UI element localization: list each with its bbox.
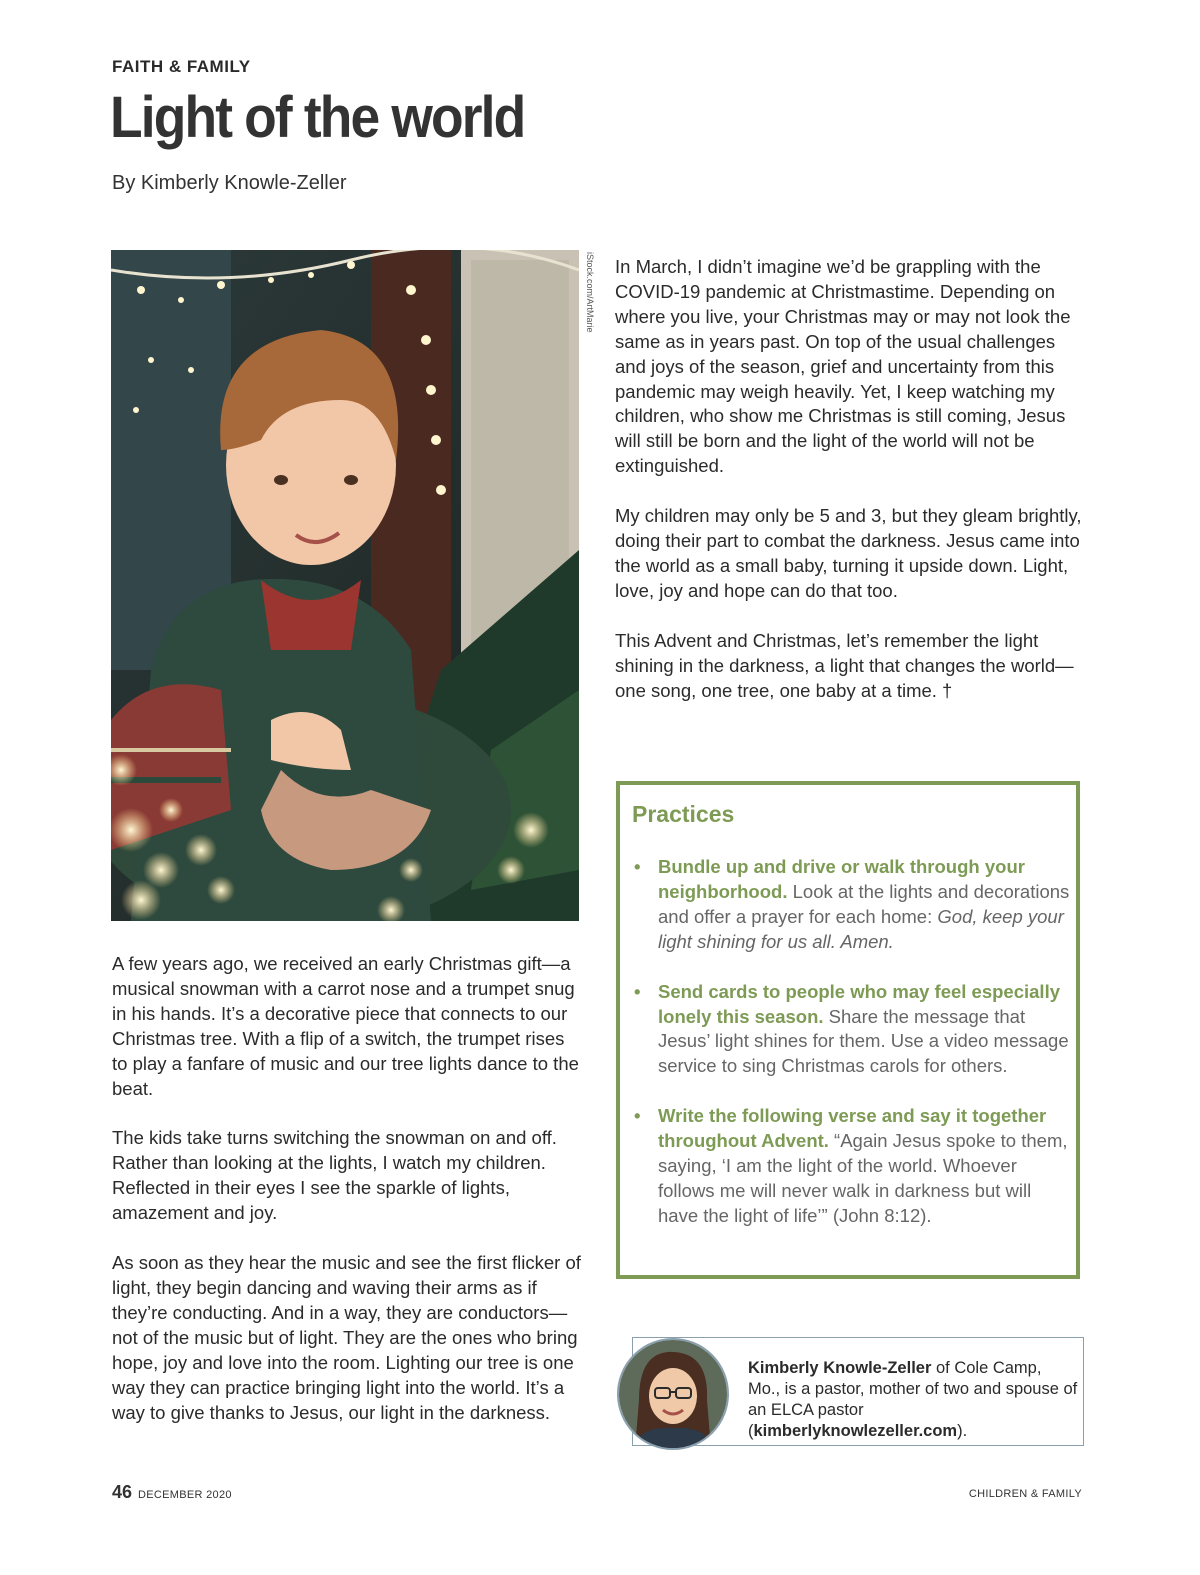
left-column [112, 952, 582, 1450]
practice-text: Share the message that Jesus’ light shines for them. Use a video message service to sing Christmas carols for others. [658, 1005, 1069, 1077]
right-column [615, 255, 1090, 729]
photo-credit: iStock.com/ArtMarie [585, 252, 595, 333]
practices-heading: Practices [632, 801, 735, 827]
issue-date: DECEMBER 2020 [138, 1489, 232, 1501]
byline: By Kimberly Knowle-Zeller [112, 172, 347, 194]
practice-text: Look at the lights and decorations and offer a prayer for each home: [658, 880, 1070, 927]
bio-text: of Cole Camp, Mo., is a pastor, mother of two and spouse of an ELCA pastor ( [748, 1359, 1078, 1440]
bullet-icon: • [634, 856, 641, 877]
author-bio [748, 1358, 1078, 1442]
practice-text: “Again Jesus spoke to them, saying, ‘I am the light of the world. Whoever follows me will never walk in darkness but will have the light of life’” (John 8:12). [658, 1130, 1068, 1226]
author-portrait [619, 1340, 727, 1448]
practice-prayer: God, keep your light shining for us all. Amen. [658, 905, 1064, 952]
footer-section: CHILDREN & FAMILY [968, 1488, 1082, 1500]
author-website: kimberlyknowlezeller.com [753, 1422, 958, 1440]
bullet-icon: • [634, 1105, 641, 1127]
bio-end: ). [957, 1422, 968, 1440]
bullet-icon: • [634, 980, 641, 1002]
practice-lead: Bundle up and drive or walk through your neighborhood. [658, 856, 1025, 902]
author-avatar [617, 1338, 729, 1450]
paragraph: A few years ago, we received an early Christmas gift—a musical snowman with a carrot nose and a trumpet snug in his hands. It’s a decorative piece that connects to our Christmas tree. With a flip of a switch, the trumpet rises to play a fanfare of music and our tree lights dance to the beat. [112, 953, 579, 1099]
practices-list [632, 855, 1072, 1254]
author-name: Kimberly Knowle-Zeller [748, 1359, 932, 1377]
section-kicker: FAITH & FAMILY [112, 57, 251, 76]
paragraph: This Advent and Christmas, let’s remember the light shining in the darkness, a light that changes the world—one song, one tree, one baby at a time. † [615, 629, 1074, 701]
practice-item [632, 980, 1072, 1080]
paragraph: In March, I didn’t imagine we’d be grappling with the COVID-19 pandemic at Christmastime. Depending on where you live, your Christmas may or may not look the same as in years past. On top of the usual challenges and joys of the season, grief and uncertainty from this pandemic may weigh heavily. Yet, I keep watching my children, who show me Christmas is still coming, Jesus will still be born and the light of the world will not be extinguished. [615, 256, 1071, 477]
practice-lead: Write the following verse and say it together throughout Advent. [658, 1105, 1047, 1152]
child-christmas-tree-photo [111, 250, 579, 921]
paragraph: My children may only be 5 and 3, but they gleam brightly, doing their part to combat the darkness. Jesus came into the world as a small baby, turning it upside down. Light, love, joy and hope can do that too. [615, 505, 1082, 601]
practice-item [632, 1104, 1072, 1229]
page-number: 46 [112, 1482, 133, 1502]
paragraph: The kids take turns switching the snowman on and off. Rather than looking at the lights, I watch my children. Reflected in their eyes I see the sparkle of lights, amazement and joy. [112, 1127, 557, 1224]
practice-item [632, 855, 1072, 955]
page-footer-left [112, 1482, 232, 1503]
article-title: Light of the world [110, 85, 525, 150]
paragraph: As soon as they hear the music and see the first flicker of light, they begin dancing and waving their arms as if they’re conducting. And in a way, they are conductors—not of the music but of light. They are the ones who bring hope, joy and love into the room. Lighting our tree is one way they can practice bringing light into the world. It’s a way to give thanks to Jesus, our light in the darkness. [112, 1252, 581, 1423]
practice-lead: Send cards to people who may feel especially lonely this season. [658, 980, 1061, 1027]
practices-box [616, 781, 1080, 1279]
photo-illustration [111, 250, 579, 921]
